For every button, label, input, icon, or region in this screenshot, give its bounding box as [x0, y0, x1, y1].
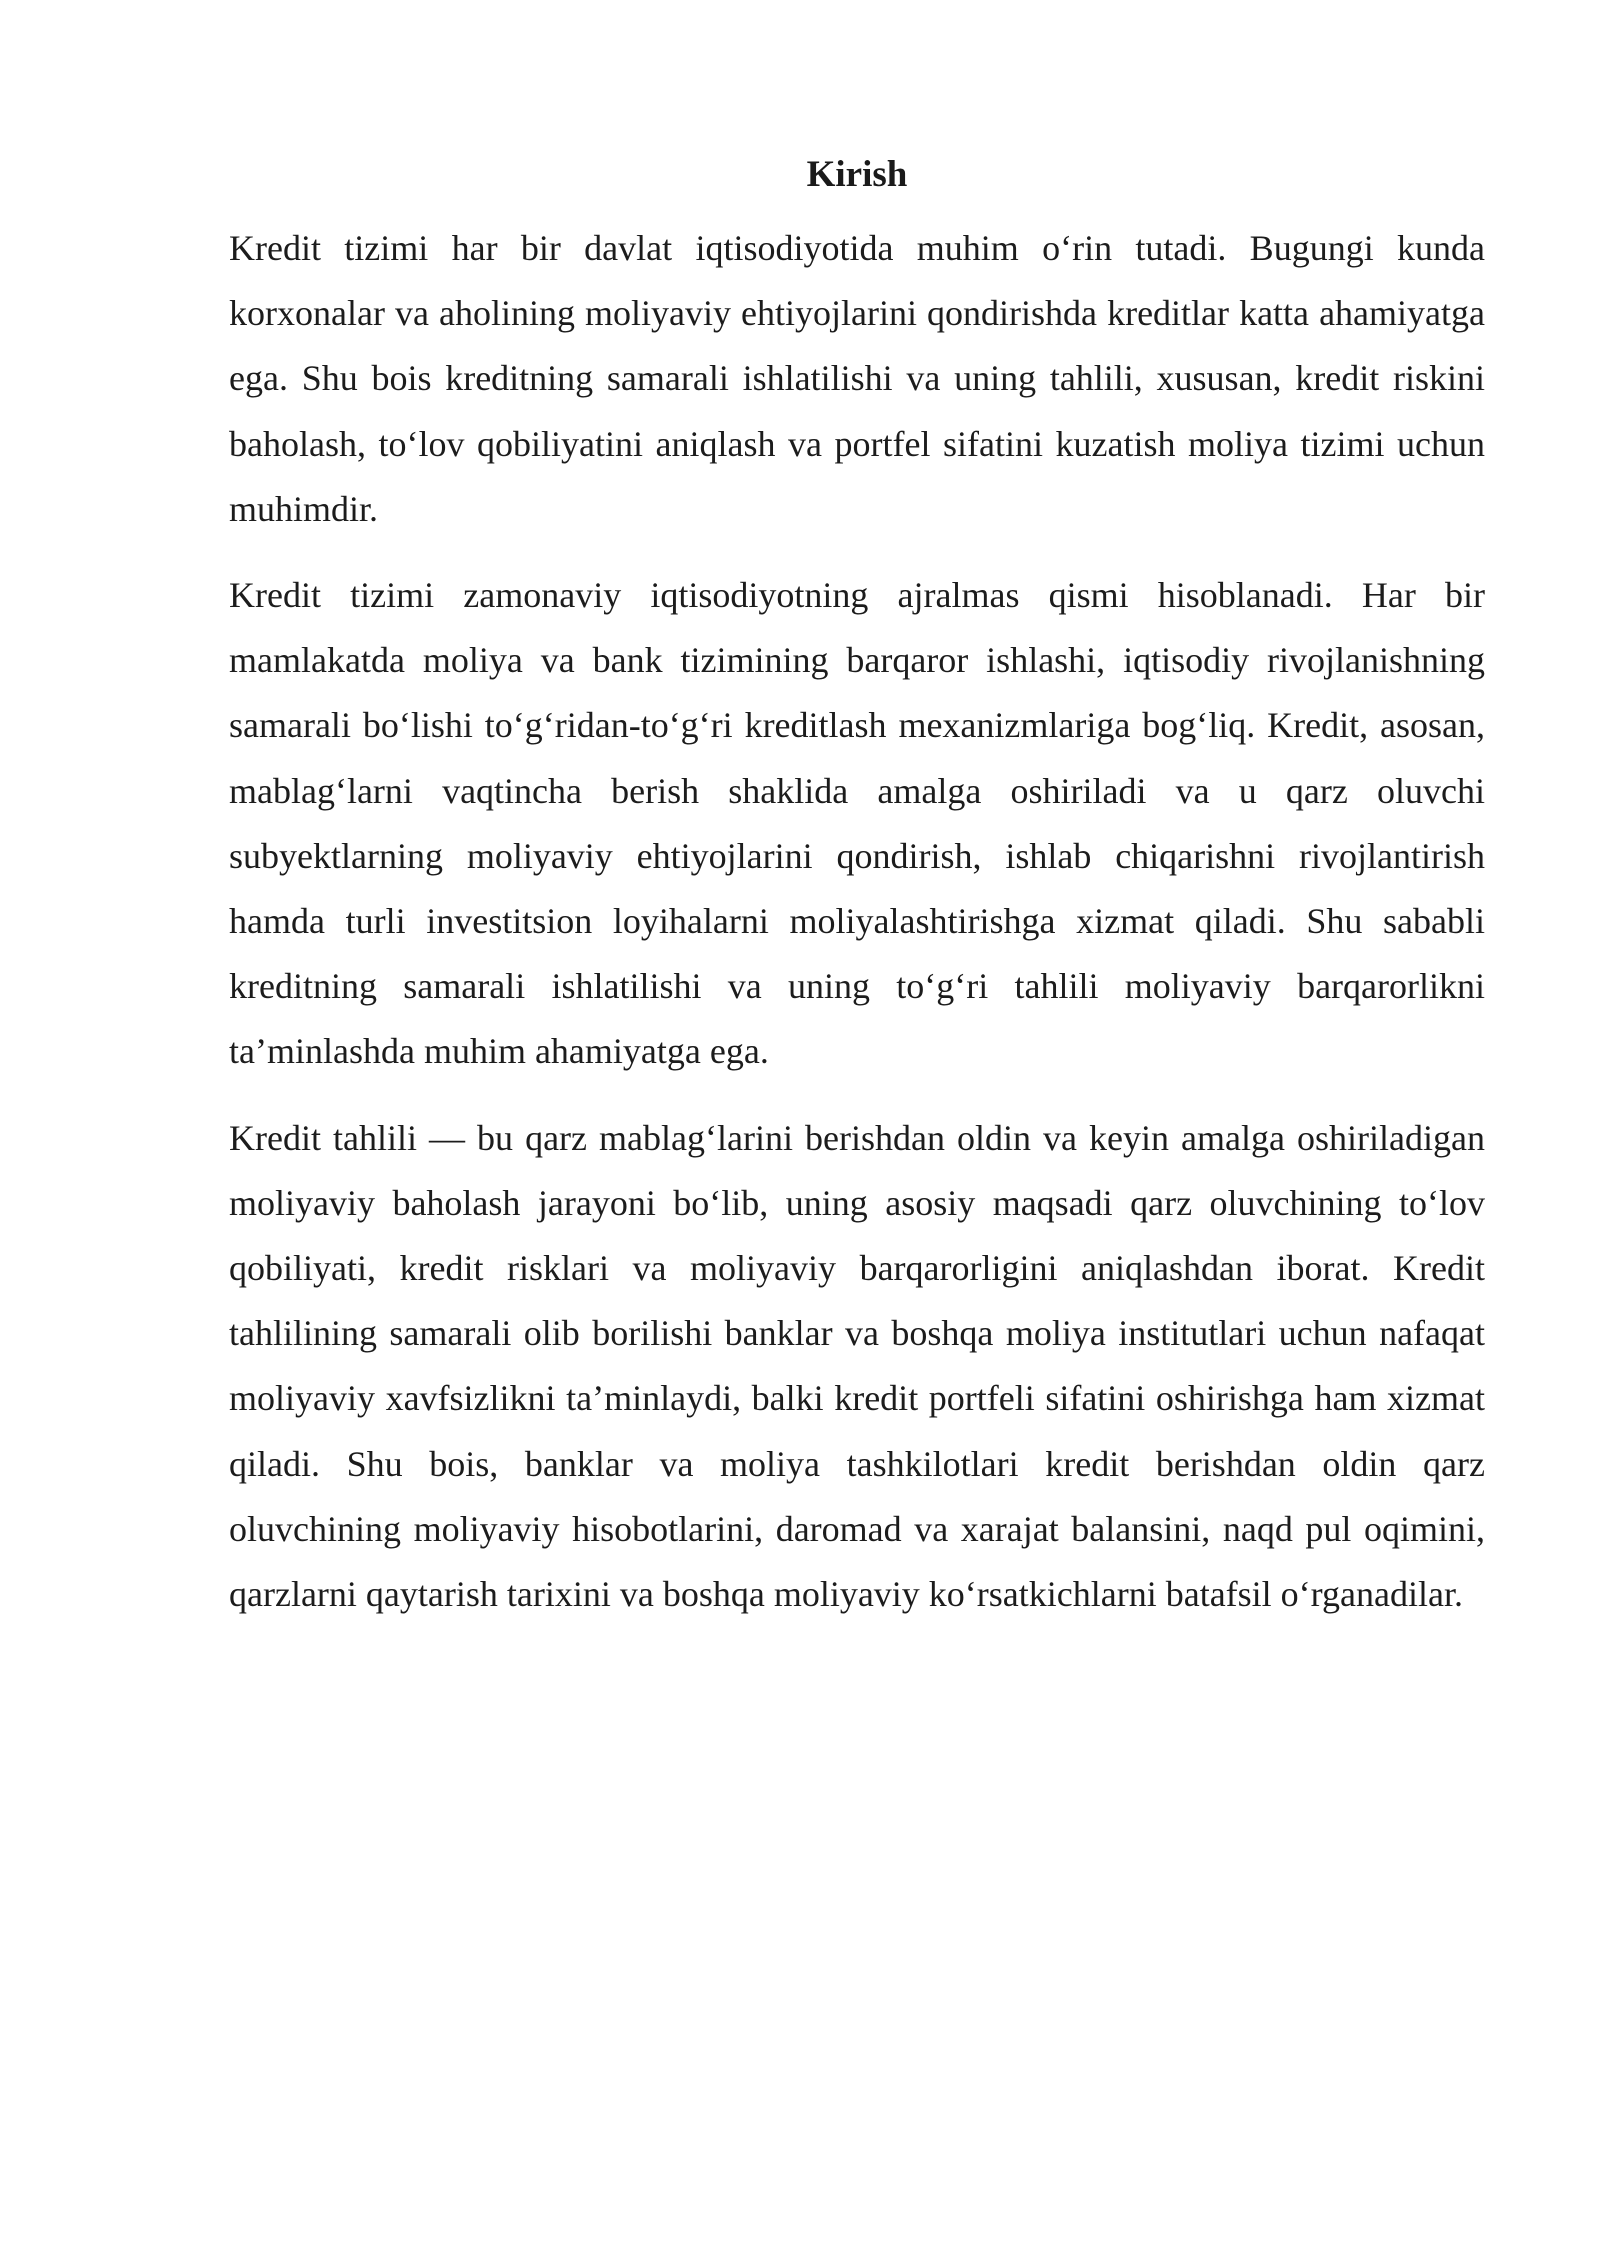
paragraph-2: Kredit tizimi zamonaviy iqtisodiyotning ajralmas qismi hisoblanadi. Har bir mamlakatda moliya va bank tizimining barqaror ishlashi, iqtisodiy rivojlanishning samarali bo‘lishi to‘g‘ridan-to‘g‘ri kreditlash mexanizmlariga bog‘liq. Kredit, asosan, mablag‘larni vaqtincha berish shaklida amalga oshiriladi va u qarz oluvchi subyektlarning moliyaviy ehtiyojlarini qondirish, ishlab chiqarishni rivojlantirish hamda turli investitsion loyihalarni moliyalashtirishga xizmat qiladi. Shu sababli kreditning samarali ishlatilishi va uning to‘g‘ri tahlili moliyaviy barqarorlikni ta’minlashda muhim ahamiyatga ega. — [229, 575, 1485, 1072]
paragraph-3: Kredit tahlili — bu qarz mablag‘larini berishdan oldin va keyin amalga oshiriladigan moliyaviy baholash jarayoni bo‘lib, uning asosiy maqsadi qarz oluvchining to‘lov qobiliyati, kredit risklari va moliyaviy barqarorligini aniqlashdan iborat. Kredit tahlilining samarali olib borilishi banklar va boshqa moliya institutlari uchun nafaqat moliyaviy xavfsizlikni ta’minlaydi, balki kredit portfeli sifatini oshirishga ham xizmat qiladi. Shu bois, banklar va moliya tashkilotlari kredit berishdan oldin qarz oluvchining moliyaviy hisobotlarini, daromad va xarajat balansini, naqd pul oqimini, qarzlarni qaytarish tarixini va boshqa moliyaviy ko‘rsatkichlarni batafsil o‘rganadilar. — [229, 1117, 1485, 1615]
page-title: Kirish — [806, 154, 908, 195]
paragraph-1: Kredit tizimi har bir davlat iqtisodiyotida muhim o‘rin tutadi. Bugungi kunda korxonalar va aholining moliyaviy ehtiyojlarini qondirishda kreditlar katta ahamiyatga ega. Shu bois kreditning samarali ishlatilishi va uning tahlili, xususan, kredit riskini baholash, to‘lov qobiliyatini aniqlash va portfel sifatini kuzatish moliya tizimi uchun muhimdir. — [229, 228, 1485, 529]
